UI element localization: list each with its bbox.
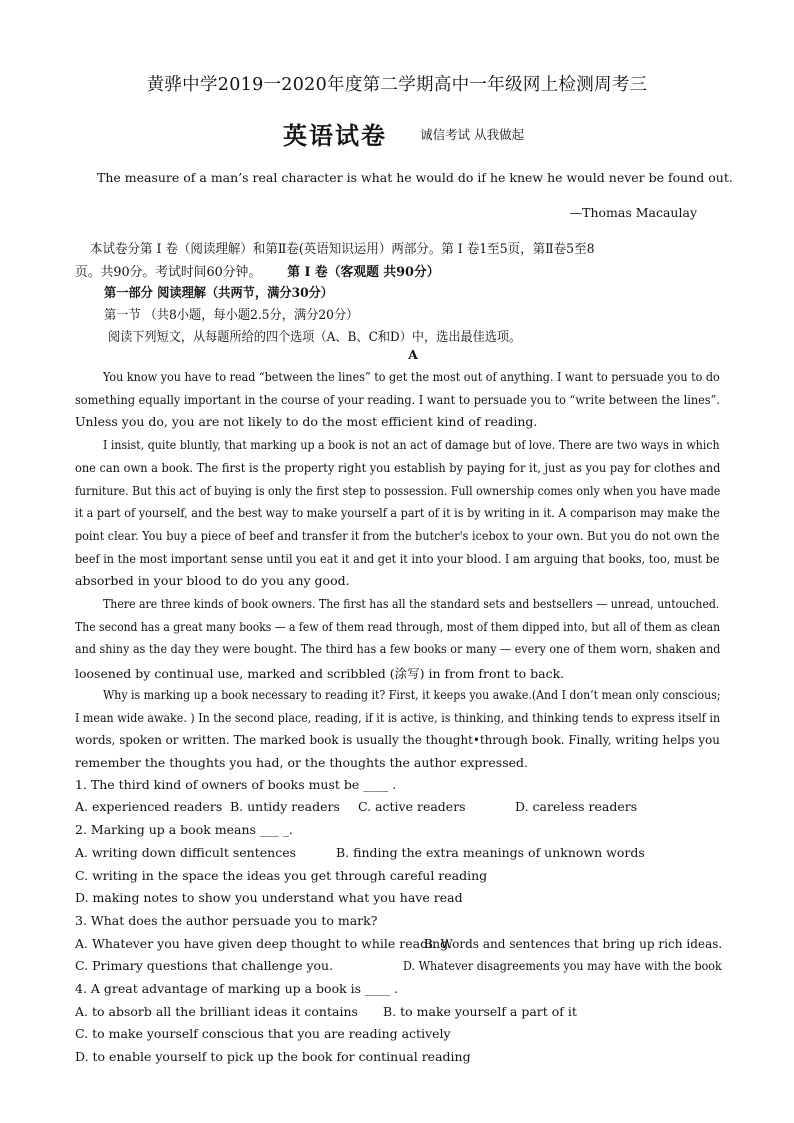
- passage-line: Why is marking up a book necessary to reading it? First, it keeps you awake.(And I don’t mean only conscious;: [103, 686, 721, 702]
- passage-line: one can own a book. The first is the property right you establish by paying for it, just as you pay for clothes and: [75, 459, 721, 475]
- question-4-option-a: A. to absorb all the brilliant ideas it contains: [75, 1004, 358, 1019]
- passage-line: The second has a great many books — a few of them read through, most of them dipped into, but all of them as clean: [75, 618, 721, 634]
- passage-line: point clear. You buy a piece of beef and transfer it from the butcher's icebox to your own. But you do not own the: [75, 527, 720, 543]
- passage-line: and shiny as the day they were bought. The third has a few books or many — every one of them worn, shaken and: [75, 641, 721, 657]
- question-1-option-d: D. careless readers: [515, 799, 638, 814]
- question-4-option-c: C. to make yourself conscious that you are reading actively: [75, 1026, 451, 1041]
- passage-label: A: [408, 347, 418, 362]
- exam-title: 英语试卷: [283, 121, 387, 150]
- question-2-option-a: A. writing down difficult sentences: [75, 845, 297, 860]
- question-4-stem: 4. A great advantage of marking up a book is ____ .: [75, 981, 398, 996]
- school-title: 黄骅中学2019一2020年度第二学期高中一年级网上检测周考三: [146, 75, 648, 95]
- question-3-stem: 3. What does the author persuade you to mark?: [75, 913, 378, 928]
- passage-line: There are three kinds of book owners. The first has all the standard sets and bestsellers — unread, untouched.: [103, 596, 720, 611]
- question-3-option-d: D. Whatever disagreements you may have with the book: [403, 958, 722, 973]
- exam-title-row: [283, 116, 524, 151]
- passage-line: absorbed in your blood to do you any good.: [75, 573, 350, 589]
- passage-line: I mean wide awake. ) In the second place, reading, if it is active, is thinking, and thinking tends to express itself in: [75, 709, 721, 725]
- question-4-option-b: B. to make yourself a part of it: [383, 1004, 577, 1019]
- passage-line: words, spoken or written. The marked book is usually the thought•through book. Finally, writing helps you: [75, 732, 720, 748]
- instructions-time: 页。共90分。考试时间60分钟。: [75, 265, 262, 280]
- passage-line: loosened by continual use, marked and scribbled (涂写) in from front to back.: [75, 666, 565, 682]
- volume-one-heading: 第 I 卷（客观题 共90分）: [287, 265, 440, 280]
- passage-line: You know you have to read “between the lines” to get the most out of anything. I want to persuade you to do: [103, 369, 720, 384]
- passage-line: remember the thoughts you had, or the thoughts the author expressed.: [75, 754, 528, 770]
- question-2-option-b: B. finding the extra meanings of unknown words: [336, 845, 645, 860]
- instructions-line-2: [75, 261, 720, 280]
- epigraph-author: —Thomas Macaulay: [569, 205, 697, 220]
- question-1-stem: 1. The third kind of owners of books must be ____ .: [75, 777, 397, 792]
- question-2-option-d: D. making notes to show you understand what you have read: [75, 890, 463, 905]
- section-one-heading: 第一节 （共8小题，每小题2.5分，满分20分）: [104, 308, 359, 323]
- question-3-option-a: A. Whatever you have given deep thought to while reading.: [75, 936, 453, 951]
- passage-line: furniture. But this act of buying is only the first step to possession. Full ownership comes only when you have made: [75, 482, 721, 498]
- question-4-option-d: D. to enable yourself to pick up the book for continual reading: [75, 1049, 471, 1064]
- passage-line: beef in the most important sense until you eat it and get it into your blood. I am arguing that books, too, must be: [75, 550, 720, 566]
- motto: 诚信考试 从我做起: [420, 126, 525, 142]
- passage-line: it a part of yourself, and the best way to make yourself a part of it is by writing in it. A comparison may make the: [75, 505, 720, 521]
- epigraph-quote: The measure of a man’s real character is what he would do if he knew he would never be found out.: [97, 170, 733, 185]
- part-one-heading: 第一部分 阅读理解（共两节，满分30分）: [104, 286, 334, 301]
- directions: 阅读下列短文，从每题所给的四个选项（A、B、C和D）中，选出最佳选项。: [108, 330, 522, 345]
- passage-line: I insist, quite bluntly, that marking up a book is not an act of damage but of love. There are two ways in which: [103, 437, 720, 453]
- question-2-stem: 2. Marking up a book means ___ _.: [75, 822, 293, 837]
- question-1-option-a: A. experienced readers: [75, 799, 223, 814]
- question-3-option-b: B. Words and sentences that bring up rich ideas.: [424, 936, 723, 951]
- passage-line: something equally important in the course of your reading. I want to persuade you to “write between the lines”.: [75, 391, 721, 407]
- question-2-option-c: C. writing in the space the ideas you get through careful reading: [75, 868, 488, 883]
- question-3-option-c: C. Primary questions that challenge you.: [75, 958, 334, 973]
- question-1-option-c: C. active readers: [358, 799, 466, 814]
- question-1-option-b: B. untidy readers: [230, 799, 340, 814]
- instructions-line-1: 本试卷分第 I 卷（阅读理解）和第Ⅱ卷(英语知识运用）两部分。第 I 卷1至5页，第Ⅱ卷5至8: [90, 242, 595, 257]
- passage-line: Unless you do, you are not likely to do the most efficient kind of reading.: [75, 414, 538, 430]
